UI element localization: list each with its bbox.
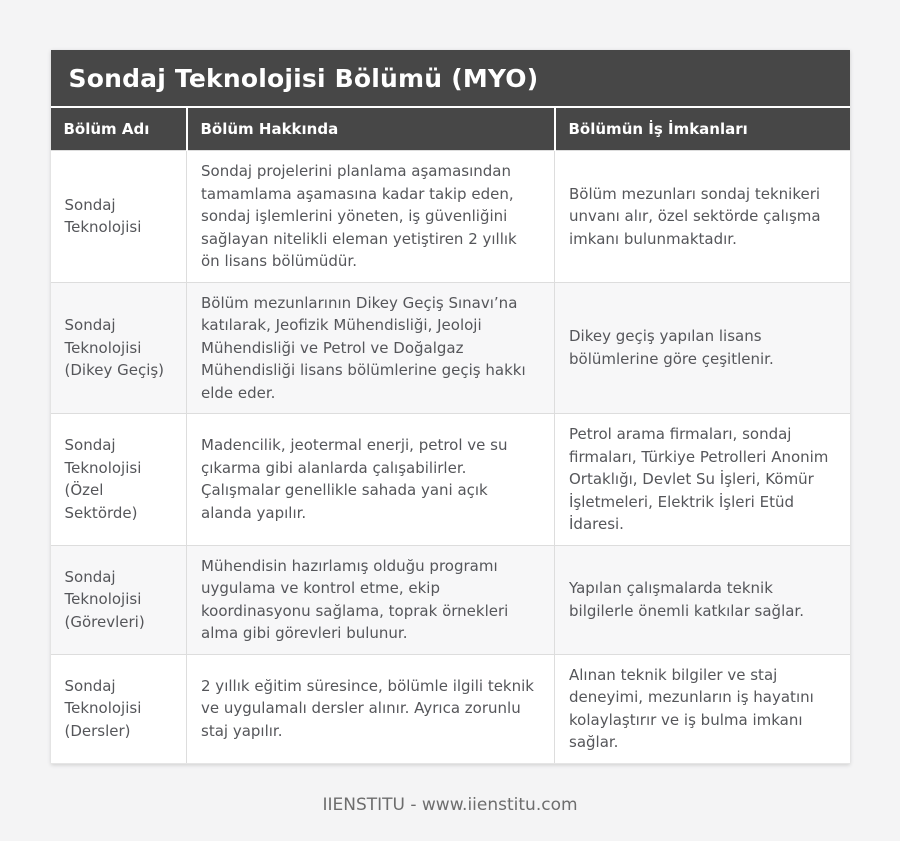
department-card	[51, 50, 850, 764]
column-header-bolum-adi: Bölüm Adı	[51, 108, 187, 151]
cell-department-name: Sondaj Teknolojisi	[51, 151, 187, 283]
cell-department-name: Sondaj Teknolojisi (Görevleri)	[51, 545, 187, 654]
cell-department-jobs: Dikey geçiş yapılan lisans bölümlerine göre çeşitlenir.	[555, 282, 850, 414]
footer-credit: IIENSTITU - www.iienstitu.com	[322, 794, 578, 815]
cell-department-name: Sondaj Teknolojisi (Özel Sektörde)	[51, 414, 187, 546]
cell-department-about: Sondaj projelerini planlama aşamasından tamamlama aşamasına kadar takip eden, sondaj işlemlerini yöneten, iş güvenliğini sağlayan nitelikli eleman yetiştiren 2 yıllık ön lisans bölümüdür.	[187, 151, 555, 283]
page-title: Sondaj Teknolojisi Bölümü (MYO)	[51, 50, 850, 108]
department-table	[51, 108, 850, 764]
table-row	[51, 151, 850, 283]
column-header-is-imkanlari: Bölümün İş İmkanları	[555, 108, 850, 151]
table-row	[51, 545, 850, 654]
cell-department-jobs: Yapılan çalışmalarda teknik bilgilerle önemli katkılar sağlar.	[555, 545, 850, 654]
cell-department-jobs: Bölüm mezunları sondaj teknikeri unvanı alır, özel sektörde çalışma imkanı bulunmaktadır.	[555, 151, 850, 283]
cell-department-about: 2 yıllık eğitim süresince, bölümle ilgili teknik ve uygulamalı dersler alınır. Ayrıca zorunlu staj yapılır.	[187, 654, 555, 763]
cell-department-name: Sondaj Teknolojisi (Dikey Geçiş)	[51, 282, 187, 414]
cell-department-jobs: Alınan teknik bilgiler ve staj deneyimi, mezunların iş hayatını kolaylaştırır ve iş bulma imkanı sağlar.	[555, 654, 850, 763]
cell-department-about: Bölüm mezunlarının Dikey Geçiş Sınavı’na katılarak, Jeofizik Mühendisliği, Jeoloji Mühendisliği ve Petrol ve Doğalgaz Mühendisliği lisans bölümlerine geçiş hakkı elde eder.	[187, 282, 555, 414]
cell-department-jobs: Petrol arama firmaları, sondaj firmaları, Türkiye Petrolleri Anonim Ortaklığı, Devlet Su İşleri, Kömür İşletmeleri, Elektrik İşleri Etüd İdaresi.	[555, 414, 850, 546]
table-row	[51, 282, 850, 414]
cell-department-name: Sondaj Teknolojisi (Dersler)	[51, 654, 187, 763]
table-header-row	[51, 108, 850, 151]
cell-department-about: Mühendisin hazırlamış olduğu programı uygulama ve kontrol etme, ekip koordinasyonu sağlama, toprak örnekleri alma gibi görevleri bulunur.	[187, 545, 555, 654]
column-header-bolum-hakkinda: Bölüm Hakkında	[187, 108, 555, 151]
table-row	[51, 414, 850, 546]
table-row	[51, 654, 850, 763]
cell-department-about: Madencilik, jeotermal enerji, petrol ve su çıkarma gibi alanlarda çalışabilirler. Çalışmalar genellikle sahada yani açık alanda yapılır.	[187, 414, 555, 546]
